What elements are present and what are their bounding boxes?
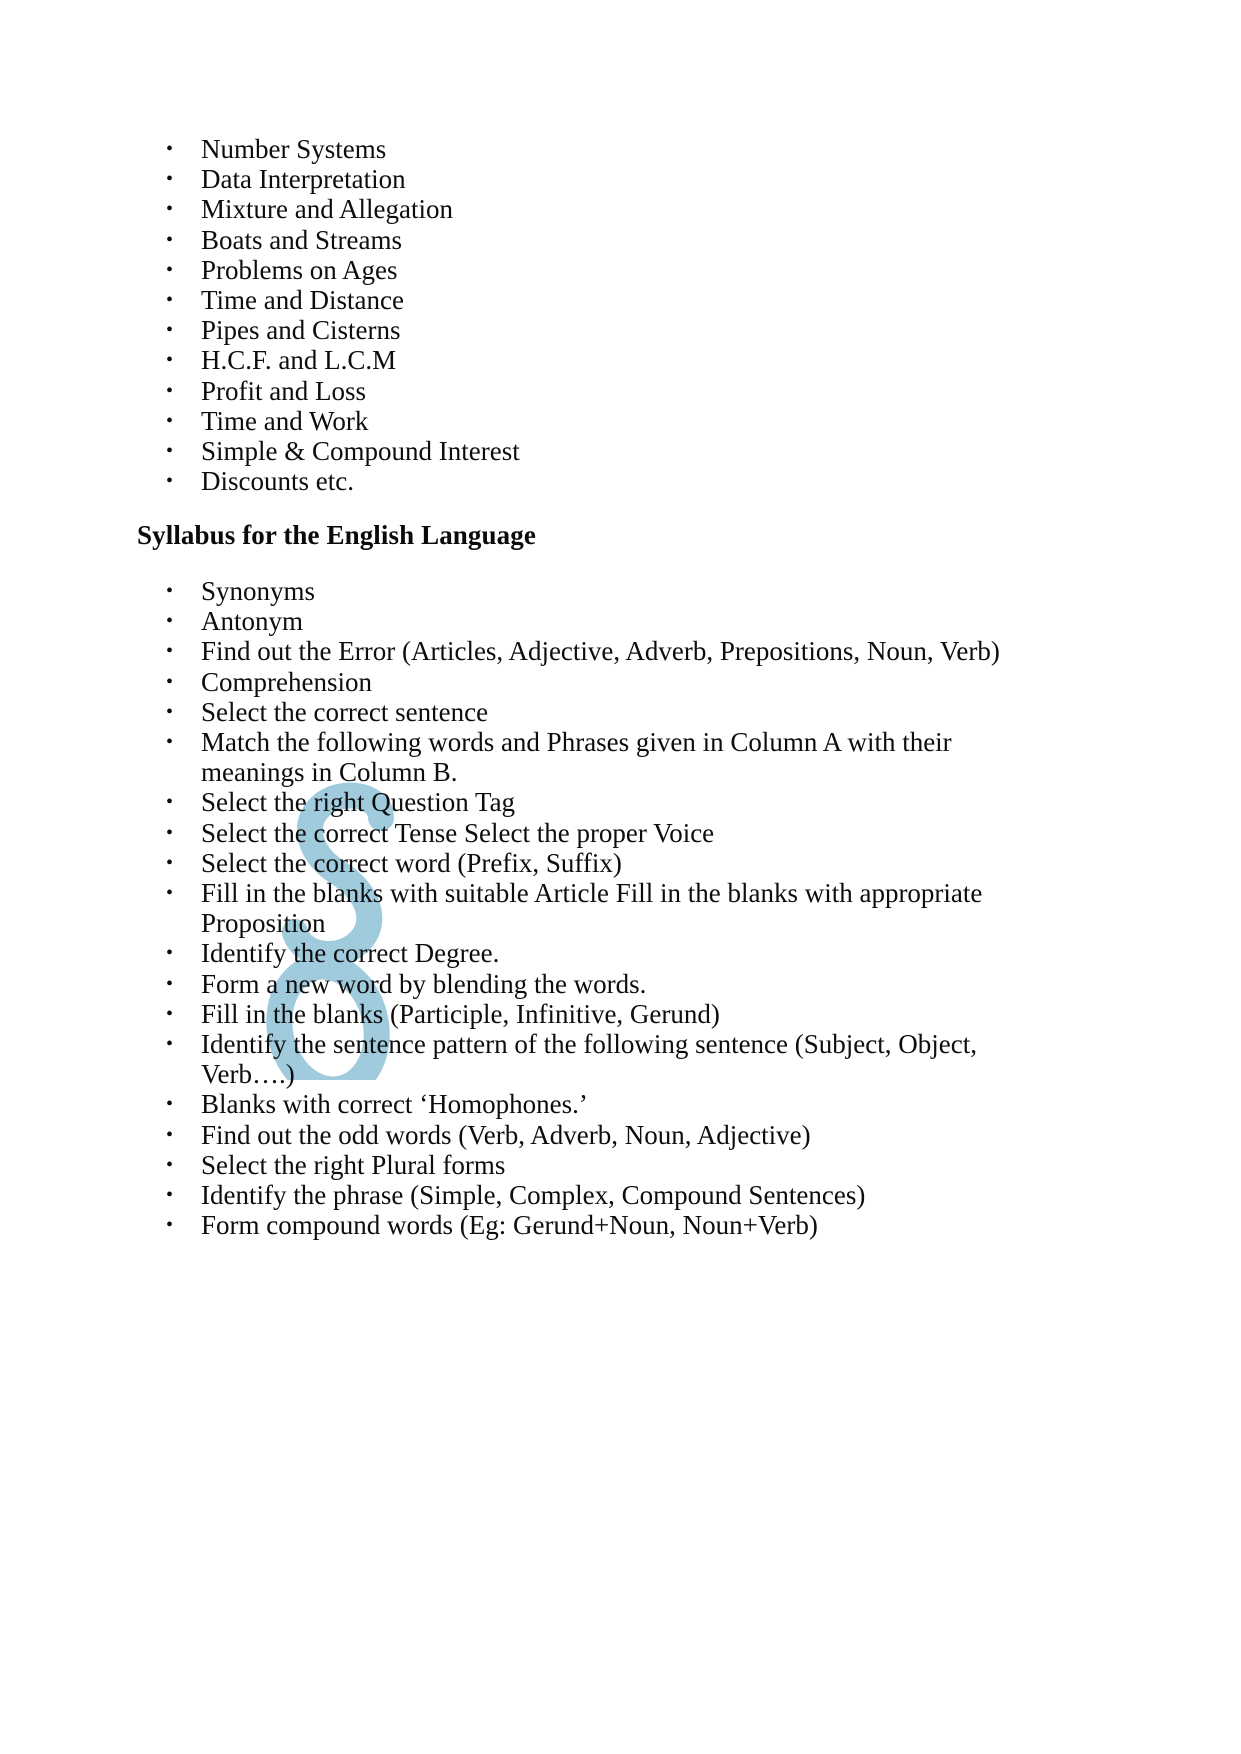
list-item [0, 636, 1241, 666]
list-item [0, 194, 1241, 224]
list-item [0, 1120, 1241, 1150]
list-item-label: Profit and Loss [201, 375, 366, 406]
list-item-label: Select the right Plural forms [201, 1149, 506, 1180]
bullet-icon: • [166, 440, 174, 463]
bullet-icon: • [166, 258, 174, 281]
list-item [0, 848, 1241, 878]
bullet-icon: • [166, 882, 174, 905]
english-topics-list [0, 576, 1241, 1240]
bullet-icon: • [166, 1002, 174, 1025]
list-item-label: Select the right Question Tag [201, 787, 516, 818]
list-item-label: Boats and Streams [201, 224, 402, 255]
list-item-label: Identify the correct Degree. [201, 938, 500, 969]
bullet-icon: • [166, 289, 174, 312]
list-item [0, 315, 1241, 345]
list-item [0, 818, 1241, 848]
bullet-icon: • [166, 168, 174, 191]
list-item-label: Antonym [201, 606, 304, 637]
list-item-label: Time and Distance [201, 285, 404, 316]
bullet-icon: • [166, 942, 174, 965]
list-item-label: Form a new word by blending the words. [201, 968, 647, 999]
list-item-label: Select the correct Tense Select the proper Voice [201, 817, 715, 848]
list-item-label: Mixture and Allegation [201, 194, 453, 225]
list-item [0, 1210, 1241, 1240]
bullet-icon: • [166, 821, 174, 844]
bullet-icon: • [166, 138, 174, 160]
english-section-heading: Syllabus for the English Language [137, 520, 536, 550]
list-item-label: Match the following words and Phrases given in Column A with their meanings in Column B. [201, 727, 952, 788]
list-item-label: Data Interpretation [201, 164, 406, 195]
list-item-label: Identify the sentence pattern of the following sentence (Subject, Object, Verb….) [201, 1029, 977, 1090]
bullet-icon: • [166, 1184, 174, 1207]
list-item [0, 697, 1241, 727]
list-item [0, 345, 1241, 375]
list-item [0, 255, 1241, 285]
list-item [0, 406, 1241, 436]
list-item-label: Comprehension [201, 666, 372, 697]
bullet-icon: • [166, 319, 174, 342]
bullet-icon: • [166, 349, 174, 372]
list-item [0, 225, 1241, 255]
list-item-label: Time and Work [201, 405, 369, 436]
bullet-icon: • [166, 409, 174, 432]
list-item [0, 376, 1241, 406]
bullet-icon: • [166, 198, 174, 221]
list-item-label: Form compound words (Eg: Gerund+Noun, Noun+Verb) [201, 1210, 818, 1241]
list-item-label: Simple & Compound Interest [201, 436, 520, 467]
list-item [0, 727, 1241, 787]
list-item-label: Fill in the blanks (Participle, Infinitive, Gerund) [201, 998, 720, 1029]
bullet-icon: • [166, 731, 174, 754]
bullet-icon: • [166, 1153, 174, 1176]
list-item [0, 667, 1241, 697]
list-item-label: Identify the phrase (Simple, Complex, Compound Sentences) [201, 1180, 866, 1211]
list-item-label: Discounts etc. [201, 466, 354, 497]
list-item [0, 1029, 1241, 1089]
list-item-label: Number Systems [201, 134, 387, 164]
list-item [0, 466, 1241, 496]
list-item-label: Select the correct word (Prefix, Suffix) [201, 847, 622, 878]
list-item [0, 134, 1241, 164]
quantitative-topics-list [0, 134, 1241, 496]
bullet-icon: • [166, 1033, 174, 1056]
list-item [0, 938, 1241, 968]
bullet-icon: • [166, 580, 174, 602]
bullet-icon: • [166, 470, 174, 493]
list-item [0, 1089, 1241, 1119]
list-item [0, 969, 1241, 999]
list-item-label: H.C.F. and L.C.M [201, 345, 397, 376]
bullet-icon: • [166, 972, 174, 995]
list-item [0, 285, 1241, 315]
list-item-label: Problems on Ages [201, 254, 398, 285]
bullet-icon: • [166, 670, 174, 693]
list-item [0, 787, 1241, 817]
list-item [0, 164, 1241, 194]
list-item [0, 436, 1241, 466]
bullet-icon: • [166, 610, 174, 633]
list-item-label: Find out the odd words (Verb, Adverb, Noun, Adjective) [201, 1119, 811, 1150]
list-item [0, 999, 1241, 1029]
list-item-label: Select the correct sentence [201, 696, 489, 727]
list-item-label: Find out the Error (Articles, Adjective, Adverb, Prepositions, Noun, Verb) [201, 636, 1000, 667]
list-item-label: Synonyms [201, 576, 316, 606]
list-item-label: Fill in the blanks with suitable Article Fill in the blanks with appropriate Proposition [201, 878, 983, 939]
bullet-icon: • [166, 640, 174, 663]
list-item [0, 1180, 1241, 1210]
bullet-icon: • [166, 851, 174, 874]
list-item [0, 576, 1241, 606]
bullet-icon: • [166, 791, 174, 814]
list-item [0, 1150, 1241, 1180]
bullet-icon: • [166, 1093, 174, 1116]
bullet-icon: • [166, 1214, 174, 1237]
list-item-label: Blanks with correct ‘Homophones.’ [201, 1089, 588, 1120]
list-item [0, 606, 1241, 636]
bullet-icon: • [166, 1123, 174, 1146]
list-item-label: Pipes and Cisterns [201, 315, 401, 346]
bullet-icon: • [166, 379, 174, 402]
bullet-icon: • [166, 700, 174, 723]
bullet-icon: • [166, 228, 174, 251]
list-item [0, 878, 1241, 938]
